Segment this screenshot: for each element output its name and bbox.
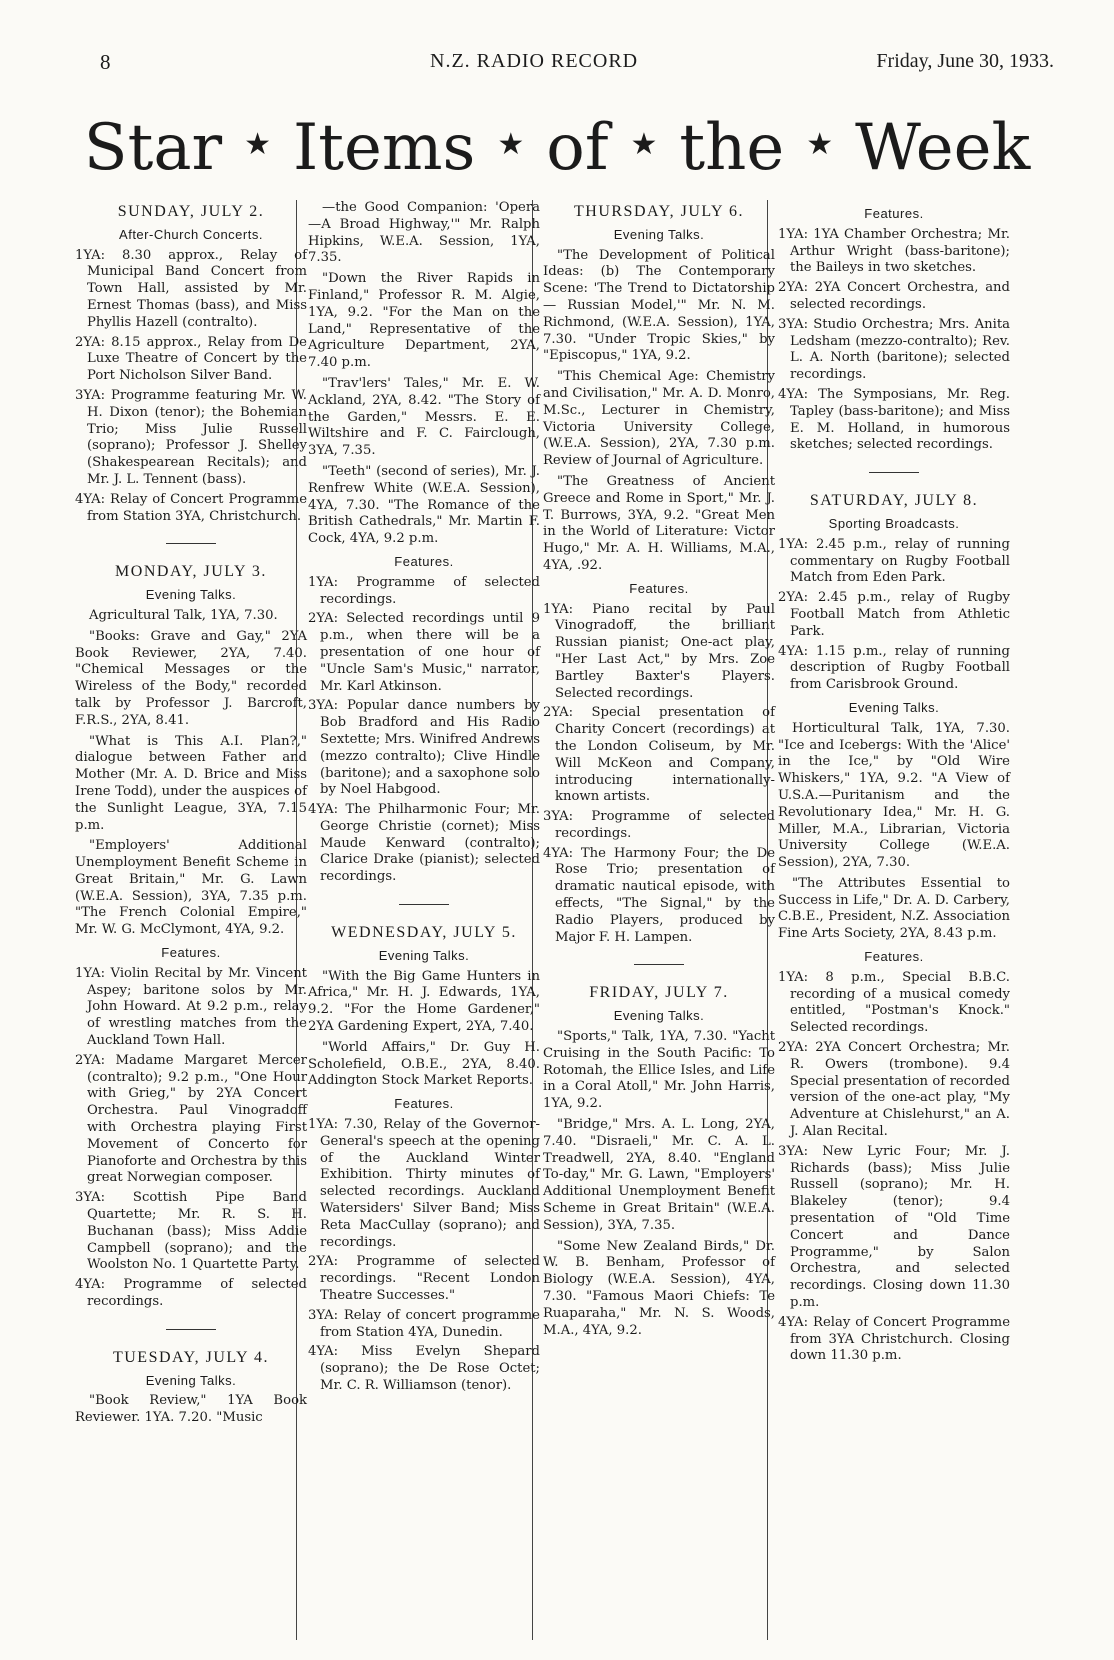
talk-paragraph: "This Chemical Age: Chemistry and Civilisation," Mr. A. D. Monro, M.Sc., Lecturer in Chemistry, Victoria University College, (W.E.A. Session), 2YA, 7.30 p.m. Review of Journal of Agriculture.: [543, 369, 775, 469]
talk-paragraph: "Bridge," Mrs. A. L. Long, 2YA, 7.40. "Disraeli," Mr. C. A. L. Treadwell, 2YA, 8.40. "England To-day," Mr. G. Lawn, "Employers' Additional Unemployment Benefit Scheme in Great Britain" (W.E.A. Session), 3YA, 7.35.: [543, 1117, 775, 1233]
issue-date: Friday, June 30, 1933.: [876, 50, 1054, 72]
title-word: the: [679, 111, 785, 185]
talk-paragraph: "Trav'lers' Tales," Mr. E. W. Ackland, 2YA, 8.42. "The Story of the Garden," Messrs. E. E. Wiltshire and F. C. Fairclough, 3YA, 7.35.: [308, 375, 540, 459]
page-header: [100, 50, 1054, 80]
day-heading: SUNDAY, JULY 2.: [117, 203, 265, 220]
station-entry: 2YA: Programme of selected recordings. "Recent London Theatre Successes.": [308, 1254, 540, 1304]
station-entry: 3YA: Scottish Pipe Band Quartette; Mr. R. S. H. Buchanan (bass); Miss Addie Campbell (soprano); and the Woolston No. 1 Quartette Party.: [75, 1190, 307, 1273]
station-entry: 2YA: 2.45 p.m., relay of Rugby Football Match from Athletic Park.: [778, 590, 1010, 639]
station-entry: 4YA: Relay of Concert Programme from Station 3YA, Christchurch.: [75, 491, 307, 524]
section-subheading: Features.: [161, 945, 221, 961]
star-icon: ★: [244, 126, 271, 162]
station-entry: 2YA: 2YA Concert Orchestra; Mr. R. Owers (trombone). 9.4 Special presentation of recorded version of the one-act play, "My Adventure at Chislehurst," an A. J. Alan Recital.: [778, 1040, 1010, 1140]
section-subheading: Evening Talks.: [378, 947, 470, 963]
day-heading: WEDNESDAY, JULY 5.: [331, 924, 517, 942]
station-entry: 3YA: Popular dance numbers by Bob Bradford and His Radio Sextette; Mrs. Winifred Andrews (mezzo contralto); Clive Hindle (baritone); and a saxophone solo by Noel Habgood.: [308, 698, 540, 798]
section-subheading: Evening Talks.: [145, 1372, 237, 1388]
talk-paragraph: "Sports," Talk, 1YA, 7.30. "Yacht Cruising in the South Pacific: To Rotomah, the Ellice Isles, and Life in a Coral Atoll," Mr. John Harris, 1YA, 9.2.: [543, 1029, 775, 1112]
station-entry: 3YA: Relay of concert programme from Station 4YA, Dunedin.: [308, 1307, 540, 1340]
station-entry: 2YA: Selected recordings until 9 p.m., when there will be a presentation of one hour of "Uncle Sam's Music," narrator, Mr. Karl Atkinson.: [308, 611, 540, 694]
column-1: [75, 200, 307, 1431]
station-entry: 4YA: Programme of selected recordings.: [75, 1277, 307, 1310]
talk-paragraph: "The Greatness of Ancient Greece and Rome in Sport," Mr. J. T. Burrows, 3YA, 9.2. "Great Men in the World of Literature: Victor Hugo," Mr. A. H. Williams, M.A., 4YA, .92.: [543, 473, 775, 573]
talk-paragraph: "Teeth" (second of series), Mr. J. Renfrew White (W.E.A. Session), 4YA, 7.30. "The Romance of the British Cathedrals," Mr. Martin F. Cock, 4YA, 9.2 p.m.: [308, 463, 540, 547]
station-entry: 4YA: Miss Evelyn Shepard (soprano); the De Rose Octet; Mr. C. R. Williamson (tenor).: [308, 1344, 540, 1393]
station-entry: 1YA: Piano recital by Paul Vinogradoff, the brilliant Russian pianist; One-act play, "Her Last Act," by Mrs. Zoe Bartley Baxter's Players. Selected recordings.: [543, 601, 775, 701]
section-subheading: Evening Talks.: [145, 587, 237, 603]
section-subheading: Features.: [864, 949, 924, 965]
station-entry: 2YA: Madame Margaret Mercer (contralto); 9.2 p.m., "One Hour with Grieg," by 2YA Concert Orchestra. Paul Vinogradoff with Orchestra playing First Movement of Concerto for Pianoforte and Orchestra by this great Norwegian composer.: [75, 1052, 307, 1186]
station-entry: 1YA: 2.45 p.m., relay of running commentary on Rugby Football Match from Eden Park.: [778, 536, 1010, 586]
section-divider: [869, 472, 919, 473]
column-3: [543, 200, 775, 1343]
talk-paragraph: Agricultural Talk, 1YA, 7.30.: [89, 607, 278, 623]
section-divider: [166, 1329, 216, 1330]
station-entry: 1YA: 8.30 approx., Relay of Municipal Band Concert from Town Hall, assisted by Mr. Ernest Thomas (bass), and Miss Phyllis Hazell (contralto).: [75, 247, 307, 330]
title-word: Week: [855, 111, 1031, 185]
section-subheading: Evening Talks.: [613, 1008, 705, 1024]
section-subheading: After-Church Concerts.: [119, 226, 263, 242]
section-subheading: Features.: [629, 580, 689, 596]
station-entry: 1YA: 8 p.m., Special B.B.C. recording of a musical comedy entitled, "Postman's Knock." Selected recordings.: [778, 969, 1010, 1036]
section-subheading: Features.: [864, 206, 924, 221]
station-entry: 3YA: Programme featuring Mr. W. H. Dixon (tenor); the Bohemian Trio; Miss Julie Russell (soprano); Professor J. Shelley (Shakespearean Recitals); and Mr. J. L. Tennent (bass).: [75, 387, 307, 487]
station-entry: 4YA: The Philharmonic Four; Mr. George Christie (cornet); Miss Maude Kenward (contralto); Clarice Drake (pianist); selected recordings.: [308, 802, 540, 885]
section-divider: [399, 904, 449, 905]
talk-paragraph: "What is This A.I. Plan?," dialogue between Father and Mother (Mr. A. D. Brice and Miss Irene Todd), under the auspices of the Sunlight League, 3YA, 7.15 p.m.: [75, 733, 307, 833]
station-entry: 1YA: 1YA Chamber Orchestra; Mr. Arthur Wright (bass-baritone); the Baileys in two sketches.: [778, 226, 1010, 276]
section-divider: [634, 964, 684, 965]
column-4: [778, 200, 1010, 1368]
station-entry: 1YA: 7.30, Relay of the Governor-General's speech at the opening of the Auckland Winter Exhibition. Thirty minutes of selected recordings. Auckland Watersiders' Silver Band; Miss Reta MacCullay (soprano); and recordings.: [308, 1117, 540, 1250]
section-subheading: Features.: [394, 553, 454, 569]
section-subheading: Evening Talks.: [613, 226, 705, 242]
star-icon: ★: [630, 126, 658, 162]
station-entry: 2YA: 8.15 approx., Relay from De Luxe Theatre of Concert by the Port Nicholson Silver Band.: [75, 334, 307, 384]
title-word: Star: [83, 111, 223, 185]
station-entry: 4YA: Relay of Concert Programme from 3YA Christchurch. Closing down 11.30 p.m.: [778, 1314, 1010, 1364]
section-subheading: Features.: [394, 1096, 454, 1112]
talk-paragraph: "Some New Zealand Birds," Dr. W. B. Benham, Professor of Biology (W.E.A. Session), 4YA, 7.30. "Famous Maori Chiefs: Te Ruaparaha," Mr. N. S. Woods, M.A., 4YA, 9.2.: [543, 1238, 775, 1338]
station-entry: 3YA: Studio Orchestra; Mrs. Anita Ledsham (mezzo-contralto); Rev. L. A. North (baritone); selected recordings.: [778, 316, 1010, 383]
section-subheading: Evening Talks.: [848, 699, 940, 715]
talk-paragraph: "The Development of Political Ideas: (b) The Contemporary Scene: 'The Trend to Dictatorship — Russian Model,'" Mr. N. M. Richmond, (W.E.A. Session), 1YA, 7.30. "Under Tropic Skies," by "Episcopus," 1YA, 9.2.: [543, 247, 775, 364]
station-entry: 4YA: 1.15 p.m., relay of running description of Rugby Football from Carisbrook Ground.: [778, 643, 1010, 693]
day-heading: SATURDAY, JULY 8.: [809, 492, 979, 510]
day-heading: FRIDAY, JULY 7.: [589, 984, 729, 1002]
talk-paragraph: "Books: Grave and Gay," 2YA Book Reviewer, 2YA, 7.40. "Chemical Messages or the Wireless of the Body," recorded talk by Professor J. Barcroft, F.R.S., 2YA, 8.41.: [75, 628, 307, 728]
station-entry: 2YA: Special presentation of Charity Concert (recordings) at the London Coliseum, by Mr. Will McKeon and Company, introducing internationally-known artists.: [543, 705, 775, 805]
talk-paragraph: —the Good Companion: 'Opera—A Broad Highway,'" Mr. Ralph Hipkins, W.E.A. Session, 1YA, 7.35.: [308, 200, 540, 266]
day-heading: THURSDAY, JULY 6.: [574, 203, 744, 220]
talk-paragraph: "The Attributes Essential to Success in Life," Dr. A. D. Carbery, C.B.E., President, N.Z. Association Fine Arts Society, 2YA, 8.43 p.m.: [778, 875, 1010, 942]
page-number: 8: [100, 50, 111, 74]
talk-paragraph: "Employers' Additional Unemployment Benefit Scheme in Great Britain," Mr. G. Lawn (W.E.A. Session), 3YA, 7.35 p.m. "The French Colonial Empire," Mr. W. G. McClymont, 4YA, 9.2.: [75, 838, 307, 938]
station-entry: 3YA: Programme of selected recordings.: [543, 809, 775, 841]
publication-name: N.Z. RADIO RECORD: [430, 50, 639, 72]
station-entry: 3YA: New Lyric Four; Mr. J. Richards (bass); Miss Julie Russell (soprano); Mr. H. Blakeley (tenor); 9.4 presentation of "Old Time Concert and Dance Programme," by Salon Orchestra, and selected recordings. Closing down 11.30 p.m.: [778, 1143, 1010, 1311]
talk-paragraph: "Down the River Rapids in Finland," Professor R. M. Algie, 1YA, 9.2. "For the Man on the Land," Representative of the Agriculture Department, 2YA, 7.40 p.m.: [308, 271, 540, 371]
talk-paragraph: "With the Big Game Hunters in Africa," Mr. H. J. Edwards, 1YA, 9.2. "For the Home Gardener," 2YA Gardening Expert, 2YA, 7.40.: [308, 968, 540, 1035]
section-subheading: Sporting Broadcasts.: [828, 515, 960, 531]
station-entry: 4YA: The Harmony Four; the De Rose Trio; presentation of dramatic nautical episode, with effects, "The Signal," by the Radio Players, produced by Major F. H. Lampen.: [543, 845, 775, 945]
star-icon: ★: [806, 126, 834, 162]
talk-paragraph: "Book Review," 1YA Book Reviewer. 1YA. 7.20. "Music: [75, 1393, 307, 1426]
day-heading: MONDAY, JULY 3.: [115, 563, 267, 581]
station-entry: 4YA: The Symposians, Mr. Reg. Tapley (bass-baritone); and Miss E. M. Holland, in humorous sketches; selected recordings.: [778, 386, 1010, 453]
station-entry: 1YA: Programme of selected recordings.: [308, 574, 540, 607]
title-word: of: [546, 111, 609, 185]
star-icon: ★: [497, 126, 525, 162]
column-2: [308, 200, 540, 1398]
talk-paragraph: "World Affairs," Dr. Guy H. Scholefield, O.B.E., 2YA, 8.40. Addington Stock Market Reports.: [308, 1039, 540, 1089]
station-entry: 2YA: 2YA Concert Orchestra, and selected recordings.: [778, 280, 1010, 312]
day-heading: TUESDAY, JULY 4.: [112, 1348, 270, 1366]
page-title: [0, 112, 1114, 189]
station-entry: 1YA: Violin Recital by Mr. Vincent Aspey; baritone solos by Mr. John Howard. At 9.2 p.m., relay of wrestling matches from the Auckland Town Hall.: [75, 965, 307, 1049]
title-word: Items: [292, 111, 476, 185]
talk-paragraph: Horticultural Talk, 1YA, 7.30. "Ice and Icebergs: With the 'Alice' in the Ice," by "Old Wire Whiskers," 1YA, 9.2. "A View of U.S.A.—Puritanism and the Revolutionary Idea," Mr. H. G. Miller, M.A., Librarian, Victoria University College (W.E.A. Session), 2YA, 7.30.: [778, 720, 1010, 871]
section-divider: [166, 543, 216, 544]
